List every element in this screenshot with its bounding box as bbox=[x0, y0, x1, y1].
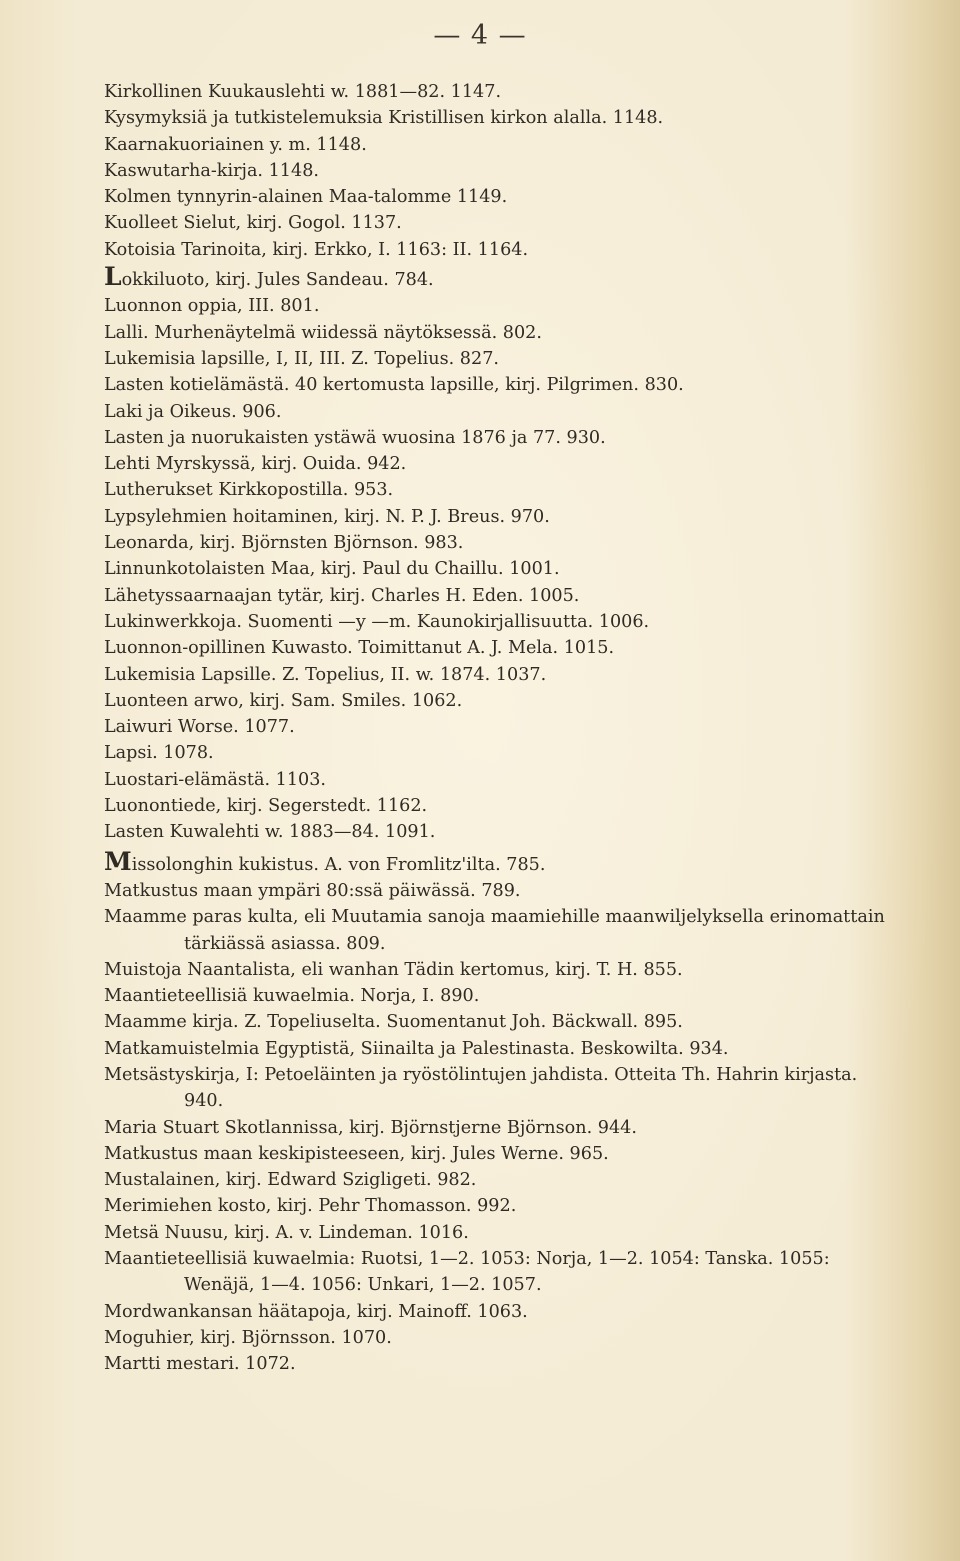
catalogue-entry: Maria Stuart Skotlannissa, kirj. Björnstjerne Björnson. 944. bbox=[104, 1117, 637, 1138]
entry-text: issolonghin kukistus. A. von Fromlitz'ilta. 785. bbox=[131, 854, 546, 875]
catalogue-entry: Metsästyskirja, I: Petoeläinten ja ryöstölintujen jahdista. Otteita Th. Hahrin kirjasta. 940. bbox=[104, 1064, 858, 1112]
section-initial: L bbox=[104, 262, 122, 292]
catalogue-entry: Luostari-elämästä. 1103. bbox=[104, 769, 327, 790]
catalogue-entry: Leonarda, kirj. Björnsten Björnson. 983. bbox=[104, 533, 464, 554]
catalogue-entry: Kysymyksiä ja tutkistelemuksia Kristillisen kirkon alalla. 1148. bbox=[104, 108, 664, 129]
catalogue-entry: Maantieteellisiä kuwaelmia. Norja, I. 890. bbox=[104, 986, 480, 1007]
catalogue-entry: Laki ja Oikeus. 906. bbox=[104, 401, 282, 422]
catalogue-entry: Mustalainen, kirj. Edward Szigligeti. 982. bbox=[104, 1170, 477, 1191]
catalogue-entry: Matkustus maan ympäri 80:ssä päiwässä. 789. bbox=[104, 880, 521, 901]
entry-text: okkiluoto, kirj. Jules Sandeau. 784. bbox=[121, 270, 434, 291]
catalogue-entry: Linnunkotolaisten Maa, kirj. Paul du Chaillu. 1001. bbox=[104, 559, 560, 580]
catalogue-entry: Maantieteellisiä kuwaelmia: Ruotsi, 1—2. 1053: Norja, 1—2. 1054: Tanska. 1055: Wenäjä, 1—4. 1056: Unkari, 1—2. 1057. bbox=[104, 1249, 830, 1296]
catalogue-entry: Lalli. Murhenäytelmä wiidessä näytöksessä. 802. bbox=[104, 322, 542, 343]
catalogue-entry: Muistoja Naantalista, eli wanhan Tädin kertomus, kirj. T. H. 855. bbox=[104, 959, 683, 980]
catalogue-entry: Lypsylehmien hoitaminen, kirj. N. P. J. Breus. 970. bbox=[104, 506, 550, 527]
catalogue-entry: Kirkollinen Kuukauslehti w. 1881—82. 1147. bbox=[104, 82, 502, 102]
catalogue-entry: Metsä Nuusu, kirj. A. v. Lindeman. 1016. bbox=[104, 1222, 469, 1243]
catalogue-entry: Lukemisia lapsille, I, II, III. Z. Topelius. 827. bbox=[104, 348, 499, 369]
catalogue-entry: Lasten Kuwalehti w. 1883—84. 1091. bbox=[104, 822, 436, 843]
catalogue-entry: Martti mestari. 1072. bbox=[104, 1354, 296, 1375]
catalogue-entry: Kaarnakuoriainen y. m. 1148. bbox=[104, 134, 367, 155]
catalogue-entry: Luonnon oppia, III. 801. bbox=[104, 296, 320, 317]
catalogue-entry: Merimiehen kosto, kirj. Pehr Thomasson. 992. bbox=[104, 1196, 517, 1217]
catalogue-list bbox=[104, 79, 894, 1378]
catalogue-entry: Maamme kirja. Z. Topeliuselta. Suomentanut Joh. Bäckwall. 895. bbox=[104, 1012, 683, 1033]
catalogue-entry: Lukemisia Lapsille. Z. Topelius, II. w. 1874. 1037. bbox=[104, 664, 547, 685]
catalogue-entry: Kotoisia Tarinoita, kirj. Erkko, I. 1163: II. 1164. bbox=[104, 239, 529, 260]
catalogue-entry: Luonontiede, kirj. Segerstedt. 1162. bbox=[104, 796, 428, 817]
catalogue-entry: Laiwuri Worse. 1077. bbox=[104, 717, 295, 738]
catalogue-entry: Kolmen tynnyrin-alainen Maa-talomme 1149. bbox=[104, 187, 508, 208]
catalogue-entry bbox=[104, 262, 894, 293]
catalogue-entry: Matkustus maan keskipisteeseen, kirj. Jules Werne. 965. bbox=[104, 1143, 609, 1164]
catalogue-entry: Moguhier, kirj. Björnsson. 1070. bbox=[104, 1327, 392, 1348]
section-initial: M bbox=[104, 846, 132, 876]
catalogue-entry: Lehti Myrskyssä, kirj. Ouida. 942. bbox=[104, 454, 407, 475]
catalogue-entry: Luonnon-opillinen Kuwasto. Toimittanut A. J. Mela. 1015. bbox=[104, 638, 615, 659]
catalogue-entry: Kuolleet Sielut, kirj. Gogol. 1137. bbox=[104, 213, 402, 234]
catalogue-entry: Lasten kotielämästä. 40 kertomusta lapsille, kirj. Pilgrimen. 830. bbox=[104, 375, 684, 396]
catalogue-entry: Matkamuistelmia Egyptistä, Siinailta ja Palestinasta. Beskowilta. 934. bbox=[104, 1038, 729, 1059]
catalogue-entry: Lukinwerkkoja. Suomenti —y —m. Kaunokirjallisuutta. 1006. bbox=[104, 611, 650, 632]
catalogue-entry: Lutherukset Kirkkopostilla. 953. bbox=[104, 480, 394, 501]
catalogue-entry bbox=[104, 846, 894, 878]
catalogue-entry: Lasten ja nuorukaisten ystäwä wuosina 1876 ja 77. 930. bbox=[104, 427, 606, 448]
catalogue-entry: Lähetyssaarnaajan tytär, kirj. Charles H. Eden. 1005. bbox=[104, 585, 580, 606]
page-number: — 4 — bbox=[433, 20, 527, 51]
catalogue-entry: Kaswutarha-kirja. 1148. bbox=[104, 160, 319, 181]
catalogue-entry: Mordwankansan häätapoja, kirj. Mainoff. 1063. bbox=[104, 1301, 528, 1322]
catalogue-entry: Lapsi. 1078. bbox=[104, 743, 214, 764]
catalogue-entry: Maamme paras kulta, eli Muutamia sanoja maamiehille maanwiljelyksella erinomattain tärkiässä asiassa. 809. bbox=[104, 907, 885, 954]
catalogue-entry: Luonteen arwo, kirj. Sam. Smiles. 1062. bbox=[104, 690, 463, 711]
